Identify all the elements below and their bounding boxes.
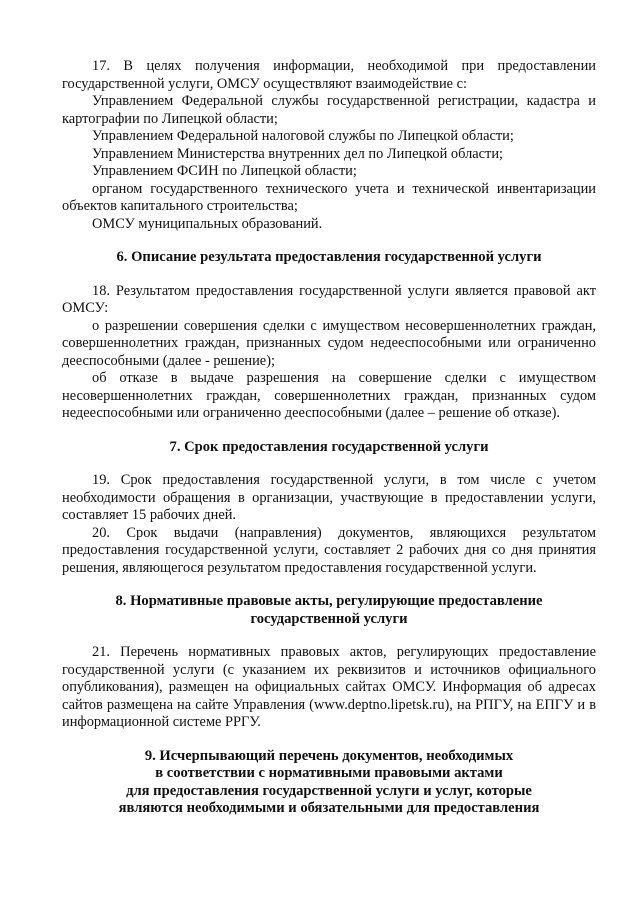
result-item-refusal: об отказе в выдаче разрешения на совершение сделки с имуществом несовершеннолетних граждан, совершеннолетних граждан, признанных судом недееспособными или ограниченно дееспособными (далее – решение об отказе). bbox=[62, 370, 596, 421]
paragraph-19: 19. Срок предоставления государственной услуги, в том числе с учетом необходимости обращения в организации, участвующие в предоставлении услуги, составляет 15 рабочих дней. bbox=[62, 472, 596, 523]
section-9-heading-line-3: для предоставления государственной услуги и услуг, которые bbox=[126, 782, 532, 799]
paragraph-17-intro: 17. В целях получения информации, необходимой при предоставлении государственной услуги, ОМСУ осуществляют взаимодействие с: bbox=[62, 58, 596, 92]
interaction-item-tax-service: Управлением Федеральной налоговой службы по Липецкой области; bbox=[92, 128, 514, 144]
section-9-heading-line-1: 9. Исчерпывающий перечень документов, необходимых bbox=[144, 747, 514, 764]
section-8-heading bbox=[62, 593, 596, 628]
interaction-item-omsu: ОМСУ муниципальных образований. bbox=[92, 215, 323, 232]
section-8-heading-line-1: 8. Нормативные правовые акты, регулирующие предоставление bbox=[115, 593, 543, 609]
section-9-heading-line-2: в соответствии с нормативными правовыми актами bbox=[155, 765, 503, 781]
section-9-heading bbox=[62, 748, 596, 818]
interaction-item-interior-ministry: Управлением Министерства внутренних дел по Липецкой области; bbox=[92, 145, 504, 162]
section-7-heading: 7. Срок предоставления государственной услуги bbox=[169, 438, 489, 455]
section-6-heading: 6. Описание результата предоставления государственной услуги bbox=[116, 249, 542, 265]
interaction-item-rosreestr: Управлением Федеральной службы государственной регистрации, кадастра и картографии по Липецкой области; bbox=[62, 93, 596, 127]
paragraph-20: 20. Срок выдачи (направления) документов, являющихся результатом предоставления государственной услуги, составляет 2 рабочих дня со дня принятия решения, являющегося результатом предоставления государственной услуги. bbox=[62, 524, 596, 576]
document-page bbox=[62, 58, 596, 818]
section-8-heading-line-2: государственной услуги bbox=[250, 610, 408, 627]
result-item-permission: о разрешении совершения сделки с имуществом несовершеннолетних граждан, совершеннолетних граждан, признанных судом недееспособными или ограниченно дееспособными (далее - решение); bbox=[62, 317, 596, 369]
interaction-item-technical-inventory: органом государственного технического учета и технической инвентаризации объектов капитального строительства; bbox=[62, 180, 596, 214]
paragraph-18: 18. Результатом предоставления государственной услуги является правовой акт ОМСУ: bbox=[62, 282, 596, 316]
paragraph-21: 21. Перечень нормативных правовых актов, регулирующих предоставление государственной услуги (с указанием их реквизитов и источников официального опубликования), размещен на официальных сайтах ОМСУ. Информация об адресах сайтов размещена на сайте Управления (www.deptno.lipetsk.ru), на РПГУ, на ЕПГУ и в информационной системе РРГУ. bbox=[62, 644, 596, 730]
interaction-item-fsin: Управлением ФСИН по Липецкой области; bbox=[92, 163, 357, 179]
section-9-heading-line-4: являются необходимыми и обязательными для предоставления bbox=[118, 800, 540, 816]
